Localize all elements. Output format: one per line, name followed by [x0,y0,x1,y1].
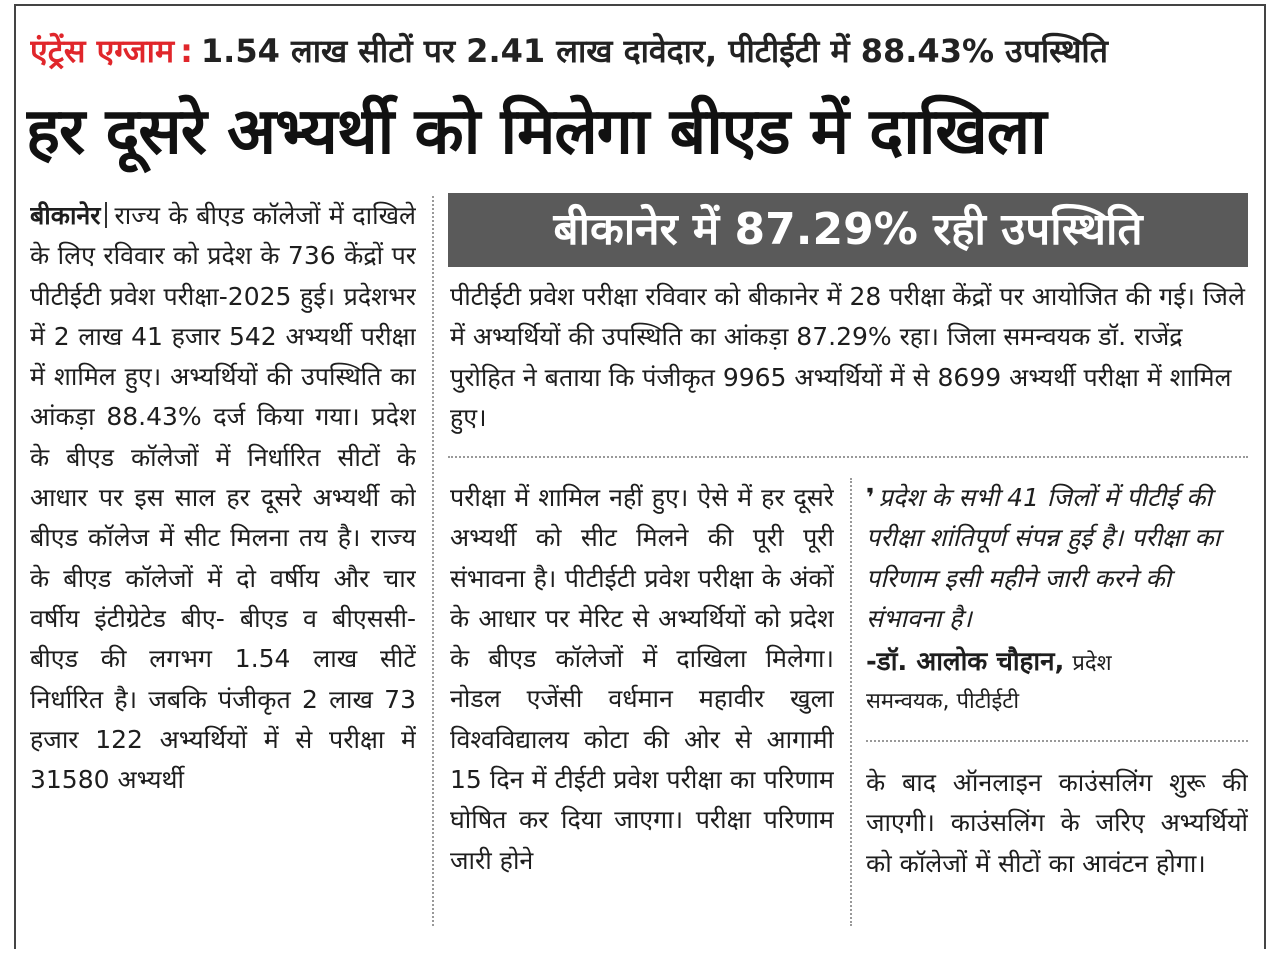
frame-top-rule [14,4,1266,6]
kicker-label: एंट्रेंस एग्जाम [30,32,175,70]
quote-attribution [866,644,1248,734]
kicker-line [30,28,1260,74]
quote-role-part1: प्रदेश [1072,651,1112,676]
quote-mark-icon: ❜ [866,483,875,512]
kicker-separator: : [180,32,193,70]
box-subheadline: बीकानेर में 87.29% रही उपस्थिति [448,193,1248,267]
quote-role-part2: समन्वयक, पीटीईटी [866,689,1020,714]
quote-name: -डॉ. आलोक चौहान, [866,647,1065,677]
column-divider-2 [850,478,852,926]
box-article-text [450,277,1248,445]
box-divider [448,456,1248,458]
article-column-2 [450,478,834,926]
quote-text: प्रदेश के सभी 41 जिलों में पीटीई की परीक्षा शांतिपूर्ण संपन्न हुई है। परीक्षा का परिणाम इसी महीने जारी करने की संभावना है। [866,483,1221,633]
column-1-text: राज्य के बीएड कॉलेजों में दाखिले के लिए रविवार को प्रदेश के 736 केंद्रों पर पीटीईटी प्रवेश परीक्षा-2025 हुई। प्रदेशभर में 2 लाख 41 हजार 542 अभ्यर्थी परीक्षा में शामिल हुए। अभ्यर्थियों की उपस्थिति का आंकड़ा 88.43% दर्ज किया गया। प्रदेश के बीएड कॉलेजों में निर्धारित सीटों के आधार पर इस साल हर दूसरे अभ्यर्थी को बीएड कॉलेज में सीट मिलना तय है। राज्य के बीएड कॉलेजों में दो वर्षीय और चार वर्षीय इंटीग्रेटेड बीए- बीएड व बीएससी- बीएड की लगभग 1.54 लाख सीटें निर्धारित है। जबकि पंजीकृत 2 लाख 73 हजार 122 अभ्यर्थियों में से परीक्षा में 31580 अभ्यर्थी [30,201,416,795]
box-text: पीटीईटी प्रवेश परीक्षा रविवार को बीकानेर में 28 परीक्षा केंद्रों पर आयोजित की गई। जिले में अभ्यर्थियों की उपस्थिति का आंकड़ा 87.29% रहा। जिला समन्वयक डॉ. राजेंद्र पुरोहित ने बताया कि पंजीकृत 9965 अभ्यर्थियों में से 8699 अभ्यर्थी परीक्षा में शामिल हुए। [450,282,1245,432]
article-column-3 [866,763,1248,927]
frame-left-rule [14,4,16,949]
article-column-1 [30,196,416,932]
column-2-text: परीक्षा में शामिल नहीं हुए। ऐसे में हर दूसरे अभ्यर्थी को सीट मिलने की पूरी पूरी संभावना है। पीटीईटी प्रवेश परीक्षा के अंकों के आधार पर मेरिट से अभ्यर्थियों को प्रदेश के बीएड कॉलेजों में दाखिला मिलेगा। नोडल एजेंसी वर्धमान महावीर खुला विश्वविद्यालय कोटा की ओर से आगामी 15 दिन में टीईटी प्रवेश परीक्षा का परिणाम घोषित कर दिया जाएगा। परीक्षा परिणाम जारी होने [450,483,834,875]
kicker-text: 1.54 लाख सीटों पर 2.41 लाख दावेदार, पीटीईटी में 88.43% उपस्थिति [200,32,1108,70]
quote-divider [866,740,1248,742]
column-divider-1 [432,196,434,926]
pull-quote [866,478,1248,638]
column-3-text: के बाद ऑनलाइन काउंसलिंग शुरू की जाएगी। काउंसलिंग के जरिए अभ्यर्थियों को कॉलेजों में सीटों का आवंटन होगा। [866,768,1248,878]
dateline-divider [105,202,107,228]
headline: हर दूसरे अभ्यर्थी को मिलेगा बीएड में दाखिला [26,95,1046,169]
dateline: बीकानेर [30,201,101,230]
